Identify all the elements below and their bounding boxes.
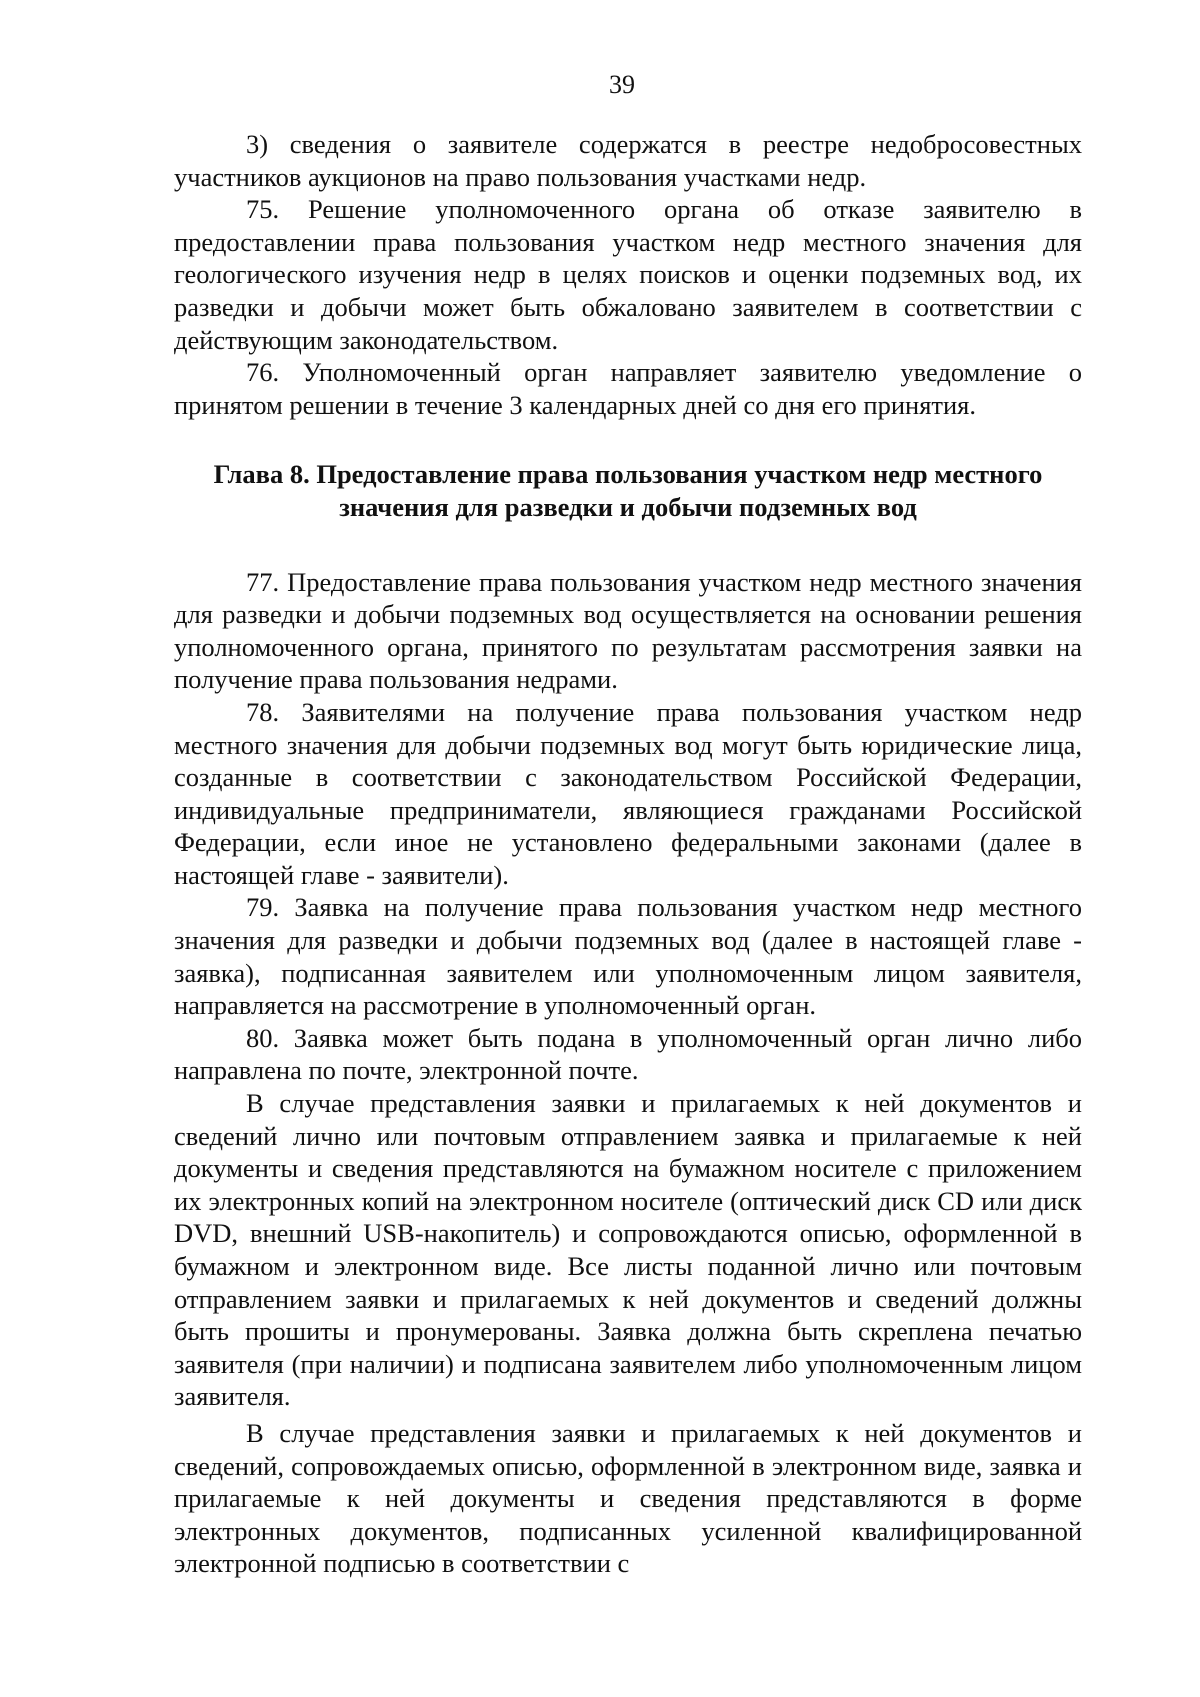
paragraph-item-3: 3) сведения о заявителе содержатся в реестре недобросовестных участников аукционов на право пользования участками недр. [174, 129, 1082, 192]
paragraph-75: 75. Решение уполномоченного органа об отказе заявителю в предоставлении права пользования участком недр местного значения для геологического изучения недр в целях поисков и оценки подземных вод, их разведки и добычи может быть обжаловано заявителем в соответствии с действующим законодательством. [174, 194, 1082, 355]
paragraph-77: 77. Предоставление права пользования участком недр местного значения для разведки и добычи подземных вод осуществляется на основании решения уполномоченного органа, принятого по результатам рассмотрения заявки на получение права пользования недрами. [174, 566, 1082, 695]
paragraph-80: 80. Заявка может быть подана в уполномоченный орган лично либо направлена по почте, электронной почте. [174, 1022, 1082, 1086]
paragraph-78: 78. Заявителями на получение права пользования участком недр местного значения для добычи подземных вод могут быть юридические лица, созданные в соответствии с законодательством Российской Федерации, индивидуальные предприниматели, являющиеся гражданами Российской Федерации, если иное не установлено федеральными законами (далее в настоящей главе - заявители). [174, 696, 1082, 890]
chapter-heading-line-2: значения для разведки и добычи подземных вод [339, 491, 917, 522]
paragraph-76: 76. Уполномоченный орган направляет заявителю уведомление о принятом решении в течение 3 календарных дней со дня его принятия. [174, 357, 1082, 420]
page-number: 39 [609, 70, 635, 99]
paragraph-80-electronic-submission: В случае представления заявки и прилагаемых к ней документов и сведений, сопровождаемых описью, оформленной в электронном виде, заявка и прилагаемые к ней документы и сведения представляются в форме электронных документов, подписанных усиленной квалифицированной электронной подписью в соответствии с [174, 1417, 1082, 1579]
chapter-heading-line-1: Глава 8. Предоставление права пользования участком недр местного [213, 459, 1043, 490]
chapter-heading [174, 458, 1082, 523]
page-content [174, 128, 1082, 1580]
paragraph-80-paper-submission: В случае представления заявки и прилагаемых к ней документов и сведений лично или почтовым отправлением заявка и прилагаемые к ней документы и сведения представляются на бумажном носителе с приложением их электронных копий на электронном носителе (оптический диск CD или диск DVD, внешний USB-накопитель) и сопровождаются описью, оформленной в бумажном и электронном виде. Все листы поданной лично или почтовым отправлением заявки и прилагаемых к ней документов и сведений должны быть прошиты и пронумерованы. Заявка должна быть скреплена печатью заявителя (при наличии) и подписана заявителем либо уполномоченным лицом заявителя. [174, 1088, 1082, 1412]
paragraph-79: 79. Заявка на получение права пользования участком недр местного значения для разведки и добычи подземных вод (далее в настоящей главе - заявка), подписанная заявителем или уполномоченным лицом заявителя, направляется на рассмотрение в уполномоченный орган. [174, 892, 1082, 1021]
